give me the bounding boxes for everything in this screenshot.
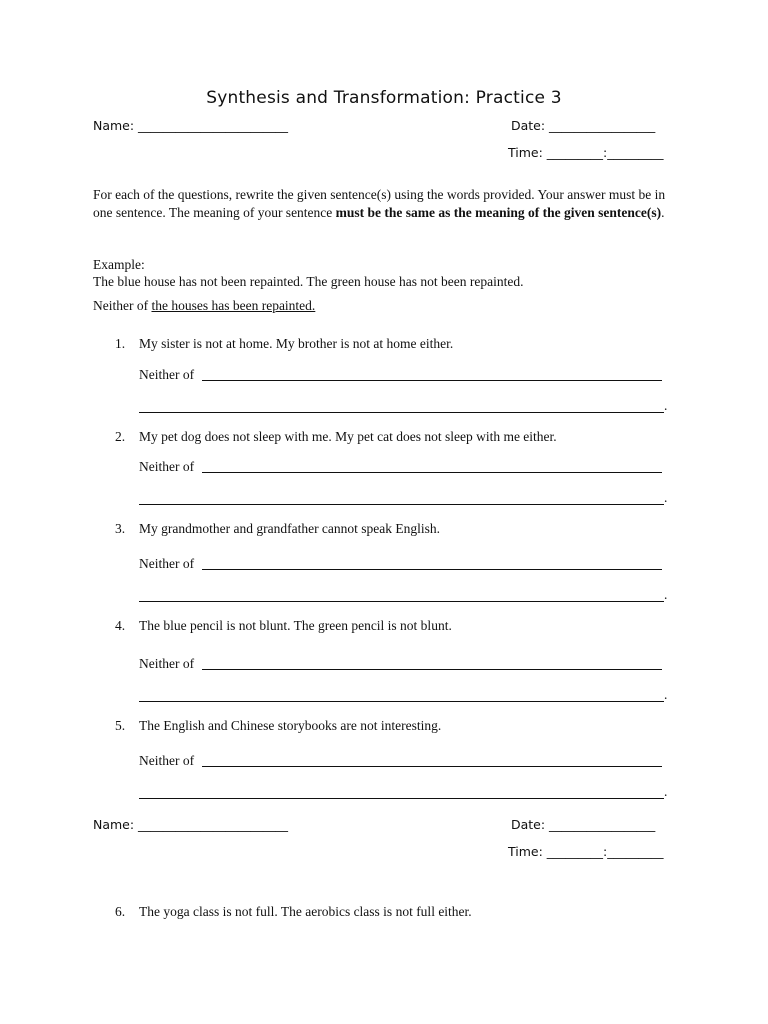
answer-line[interactable] (139, 798, 664, 799)
question-text: My sister is not at home. My brother is not at home either. (139, 336, 454, 351)
answer-line[interactable] (202, 472, 662, 473)
date-field: Date: _________________ (511, 817, 656, 832)
question-text: The yoga class is not full. The aerobics class is not full either. (139, 904, 472, 919)
answer-line[interactable] (202, 569, 662, 570)
question-number: 3. (115, 521, 126, 536)
question-number: 2. (115, 429, 126, 444)
answer-prompt: Neither of (139, 367, 195, 382)
instructions-end: . (661, 204, 665, 220)
answer-prompt: Neither of (139, 753, 195, 768)
answer-line[interactable] (139, 504, 664, 505)
question-number: 5. (115, 718, 126, 733)
instructions (93, 186, 678, 221)
period-mark: . (664, 587, 668, 602)
example-label: Example: (93, 257, 145, 272)
question-number: 4. (115, 618, 126, 633)
answer-prompt: Neither of (139, 459, 195, 474)
question-text: The blue pencil is not blunt. The green pencil is not blunt. (139, 618, 452, 633)
answer-line[interactable] (202, 766, 662, 767)
question-number: 1. (115, 336, 126, 351)
time-field: Time: _________:_________ (508, 145, 664, 160)
question-text: My grandmother and grandfather cannot speak English. (139, 521, 441, 536)
period-mark: . (664, 490, 668, 505)
name-field: Name: ________________________ (93, 118, 289, 133)
question-number: 6. (115, 904, 126, 919)
example-sentence: The blue house has not been repainted. The green house has not been repainted. (93, 274, 524, 289)
example-answer (93, 298, 315, 314)
answer-line[interactable] (139, 701, 664, 702)
example-answer-prefix: Neither of (93, 298, 152, 313)
instructions-text: For each of the questions, rewrite the given sentence(s) using the words provided. Your answer must be in one sentence. The meaning of your sentence (93, 187, 666, 220)
answer-line[interactable] (139, 601, 664, 602)
time-field: Time: _________:_________ (508, 844, 664, 859)
period-mark: . (664, 398, 668, 413)
example-answer-underlined: the houses has been repainted. (151, 298, 316, 313)
question-text: The English and Chinese storybooks are not interesting. (139, 718, 442, 733)
question-text: My pet dog does not sleep with me. My pet cat does not sleep with me either. (139, 429, 557, 444)
answer-line[interactable] (202, 380, 662, 381)
instructions-emphasis: must be the same as the meaning of the given sentence(s) (335, 204, 662, 220)
period-mark: . (664, 687, 668, 702)
date-field: Date: _________________ (511, 118, 656, 133)
name-field: Name: ________________________ (93, 817, 289, 832)
answer-prompt: Neither of (139, 656, 195, 671)
answer-line[interactable] (139, 412, 664, 413)
worksheet-title: Synthesis and Transformation: Practice 3 (206, 88, 562, 108)
answer-prompt: Neither of (139, 556, 195, 571)
answer-line[interactable] (202, 669, 662, 670)
period-mark: . (664, 784, 668, 799)
